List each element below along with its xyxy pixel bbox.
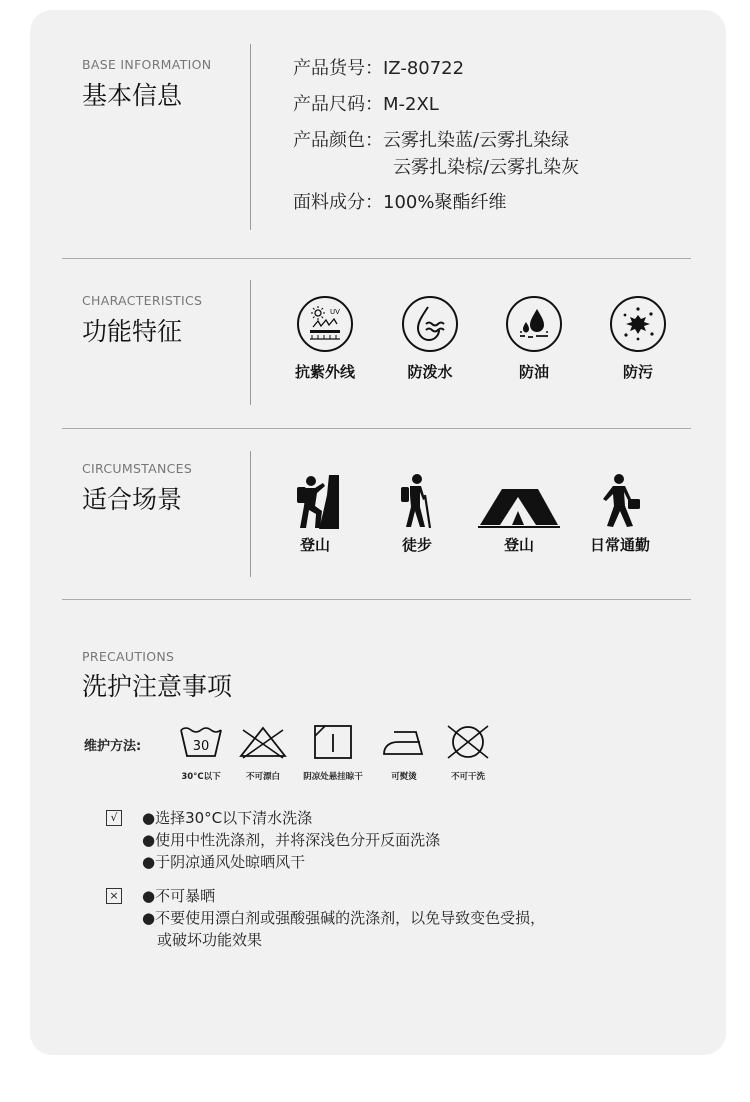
- feature-label: 防油: [518, 363, 549, 381]
- section-features-title: 功能特征: [82, 317, 183, 346]
- stain-proof-icon: [610, 296, 666, 352]
- tent-icon: [474, 471, 564, 529]
- water-repellent-icon: [402, 296, 458, 352]
- dos-item: ●使用中性洗涤剂，并将深浅色分开反面洗涤: [142, 831, 441, 849]
- dos-item: ●选择30°C以下清水洗涤: [142, 809, 313, 827]
- divider-horizontal: [62, 599, 691, 600]
- scene-climbing: [270, 471, 360, 555]
- feature-water: [390, 296, 470, 382]
- care-symbol-dry: [293, 724, 373, 782]
- color-line-2: 云雾扎染棕/云雾扎染灰: [393, 157, 580, 178]
- feature-uv: [285, 296, 365, 382]
- feature-label: 防污: [622, 363, 653, 381]
- care-symbol-label: 可熨烫: [391, 772, 417, 782]
- dos-check-icon: √: [106, 810, 122, 826]
- section-scenes-en-title: CIRCUMSTANCES: [82, 461, 193, 476]
- dos-item: ●于阴凉通风处晾晒风干: [142, 853, 306, 871]
- care-symbol-bleach: [223, 724, 303, 782]
- scene-label: 登山: [503, 536, 534, 554]
- section-care-title: 洗护注意事项: [82, 672, 233, 701]
- fabric-composition: 面料成分：100%聚酯纤维: [293, 192, 507, 213]
- care-symbol-dryclean: [428, 724, 508, 782]
- iron-icon: [380, 724, 428, 760]
- donts-item: 或破坏功能效果: [157, 931, 263, 949]
- divider-vertical: [250, 44, 251, 230]
- feature-label: 抗紫外线: [294, 363, 355, 381]
- section-features-en-title: CHARACTERISTICS: [82, 293, 203, 308]
- scene-hiking: [372, 471, 462, 555]
- care-symbol-label: 不可干洗: [450, 772, 485, 782]
- divider-vertical: [250, 451, 251, 577]
- size-range: 产品尺码：M-2XL: [293, 94, 439, 115]
- feature-label: 防泼水: [407, 363, 453, 381]
- section-base-title: 基本信息: [82, 81, 183, 110]
- svg-text:30: 30: [192, 739, 210, 754]
- item-number: 产品货号：IZ-80722: [293, 58, 465, 79]
- wash-30-icon: [177, 724, 225, 760]
- feature-oil: [494, 296, 574, 382]
- uv-protection-icon: [297, 296, 353, 352]
- no-dry-clean-icon: [442, 724, 494, 760]
- care-symbol-label: 30°C以下: [181, 772, 221, 782]
- line-dry-shade-icon: [313, 724, 353, 760]
- divider-horizontal: [62, 258, 691, 259]
- climbing-icon: [270, 471, 360, 529]
- svg-text:UV: UV: [330, 308, 340, 316]
- care-method-label: 维护方法:: [84, 739, 142, 754]
- divider-vertical: [250, 280, 251, 405]
- color-line-1: 产品颜色：云雾扎染蓝/云雾扎染绿: [293, 130, 570, 151]
- scene-commute: [575, 471, 665, 555]
- hiking-icon: [372, 471, 462, 529]
- donts-item: ●不要使用漂白剂或强酸强碱的洗涤剂，以免导致变色受损，: [142, 909, 546, 927]
- scene-label: 徒步: [401, 536, 432, 554]
- scene-label: 登山: [299, 536, 330, 554]
- no-bleach-icon: [237, 724, 289, 760]
- care-symbol-label: 阴凉处悬挂晾干: [303, 772, 363, 782]
- donts-item: ●不可暴晒: [142, 887, 216, 905]
- section-scenes-title: 适合场景: [82, 485, 183, 514]
- donts-cross-icon: ×: [106, 888, 122, 904]
- oil-proof-icon: [506, 296, 562, 352]
- care-symbol-label: 不可漂白: [245, 772, 280, 782]
- scene-label: 日常通勤: [589, 536, 650, 554]
- section-base-en-title: BASE INFORMATION: [82, 57, 212, 72]
- section-care-en-title: PRECAUTIONS: [82, 649, 175, 664]
- scene-camping: [474, 471, 564, 555]
- divider-horizontal: [62, 428, 691, 429]
- commute-icon: [575, 471, 665, 529]
- feature-stain: [598, 296, 678, 382]
